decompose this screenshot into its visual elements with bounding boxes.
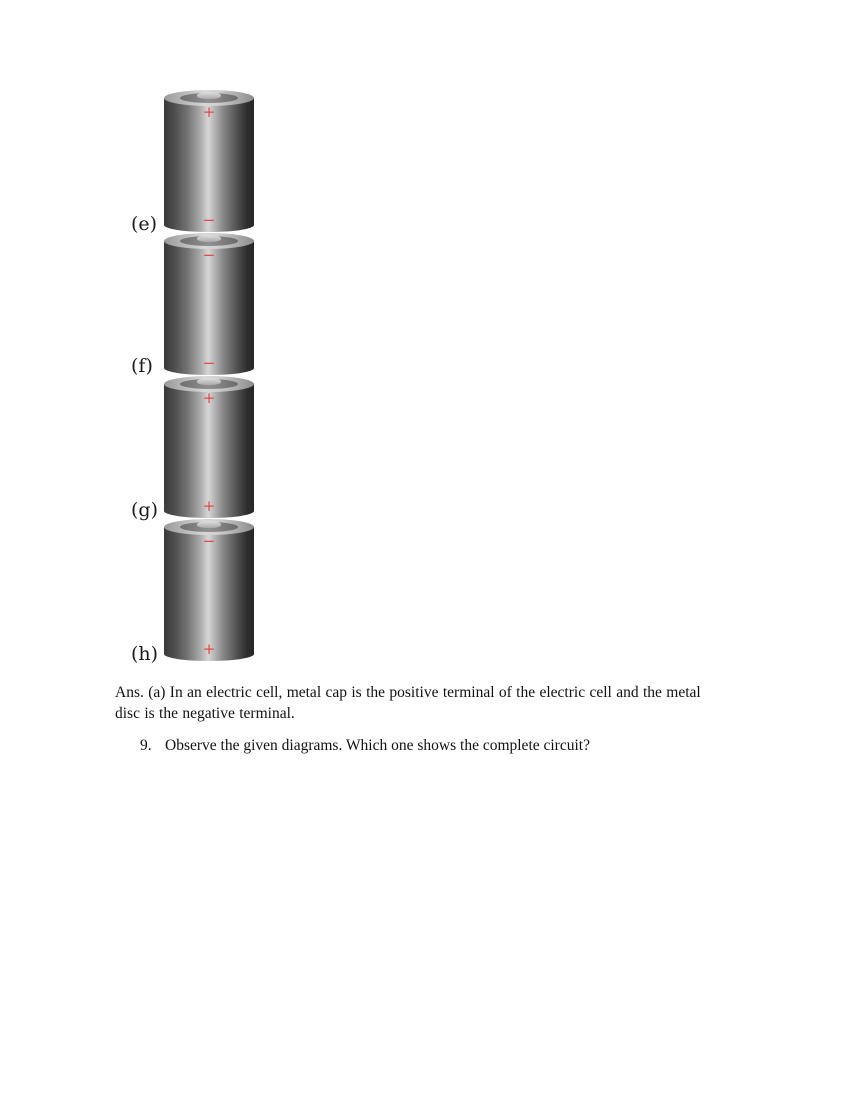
cell-label-f: (f) — [131, 355, 153, 377]
cell-label-e: (e) — [131, 213, 158, 235]
cap-nub — [197, 521, 221, 528]
bottom-terminal-sign: + — [202, 640, 216, 658]
cell-label-h: (h) — [131, 643, 159, 665]
bottom-terminal-sign: + — [202, 497, 216, 515]
question-text: Observe the given diagrams. Which one shows the complete circuit? — [165, 737, 590, 754]
battery-cell-f — [164, 233, 254, 375]
battery-cell-g — [164, 376, 254, 518]
cap-nub — [197, 92, 221, 99]
top-terminal-sign: − — [202, 532, 216, 550]
cell-label-g: (g) — [131, 499, 158, 521]
cap-nub — [197, 378, 221, 385]
bottom-terminal-sign: − — [202, 354, 216, 372]
top-terminal-sign: − — [202, 246, 216, 264]
top-terminal-sign: + — [202, 389, 216, 407]
question-9 — [140, 735, 590, 756]
battery-cell-e — [164, 90, 254, 232]
cap-nub — [197, 235, 221, 242]
answer-paragraph: Ans. (a) In an electric cell, metal cap is the positive terminal of the electric cell and the metal disc is the negative terminal. — [115, 684, 701, 722]
top-terminal-sign: + — [202, 103, 216, 121]
bottom-terminal-sign: − — [202, 211, 216, 229]
battery-cell-h — [164, 519, 254, 661]
question-number: 9. — [140, 737, 152, 754]
